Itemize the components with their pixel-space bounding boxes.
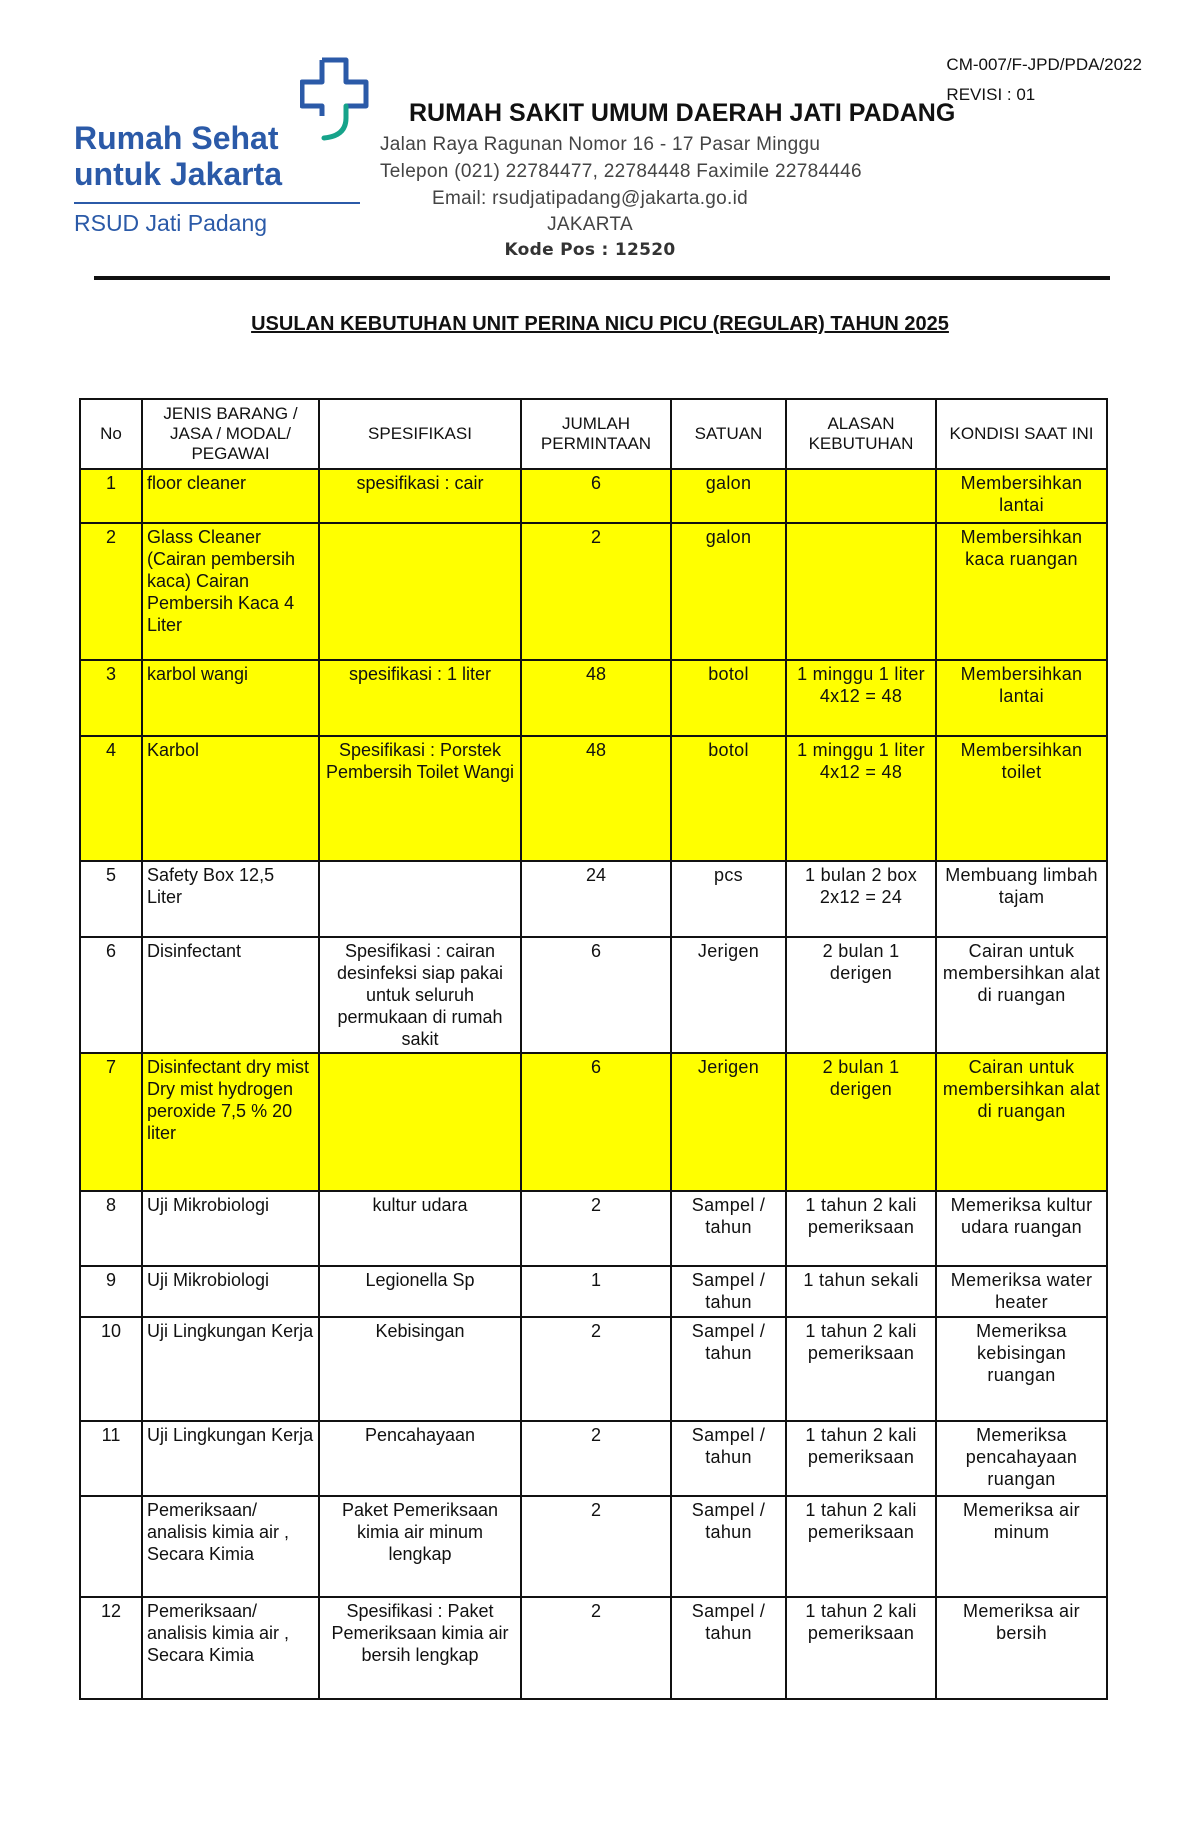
cell-unit: botol bbox=[671, 736, 786, 861]
cell-item: Pemeriksaan/ analisis kimia air , Secara Kimia bbox=[142, 1597, 319, 1699]
table-row bbox=[80, 523, 1107, 660]
cell-unit: Sampel / tahun bbox=[671, 1597, 786, 1699]
cell-no: 10 bbox=[80, 1317, 142, 1421]
cell-no: 9 bbox=[80, 1266, 142, 1317]
cell-qty: 24 bbox=[521, 861, 671, 937]
cell-qty: 6 bbox=[521, 937, 671, 1053]
cell-qty: 2 bbox=[521, 1496, 671, 1597]
cell-condition: Memeriksa kultur udara ruangan bbox=[936, 1191, 1107, 1266]
cell-unit: galon bbox=[671, 523, 786, 660]
cell-reason bbox=[786, 523, 936, 660]
cell-no: 1 bbox=[80, 469, 142, 523]
document-revision: REVISI : 01 bbox=[946, 85, 1036, 104]
logo-divider bbox=[74, 202, 360, 204]
table-row bbox=[80, 861, 1107, 937]
cell-reason: 1 minggu 1 liter 4x12 = 48 bbox=[786, 660, 936, 736]
cell-qty: 2 bbox=[521, 523, 671, 660]
header-divider bbox=[94, 276, 1110, 280]
cell-no: 4 bbox=[80, 736, 142, 861]
cell-condition: Memeriksa kebisingan ruangan bbox=[936, 1317, 1107, 1421]
cell-condition: Membersihkan kaca ruangan bbox=[936, 523, 1107, 660]
table-row bbox=[80, 1053, 1107, 1191]
cell-spec: Paket Pemeriksaan kimia air minum lengkap bbox=[319, 1496, 521, 1597]
cell-reason: 1 tahun 2 kali pemeriksaan bbox=[786, 1496, 936, 1597]
cell-unit: Sampel / tahun bbox=[671, 1191, 786, 1266]
header-unit: SATUAN bbox=[671, 399, 786, 469]
hospital-address: Jalan Raya Ragunan Nomor 16 - 17 Pasar Minggu bbox=[380, 134, 821, 155]
cell-condition: Memeriksa pencahayaan ruangan bbox=[936, 1421, 1107, 1496]
cell-reason: 1 tahun 2 kali pemeriksaan bbox=[786, 1421, 936, 1496]
cell-no: 11 bbox=[80, 1421, 142, 1496]
cell-unit: botol bbox=[671, 660, 786, 736]
table-row bbox=[80, 1266, 1107, 1317]
cell-no: 2 bbox=[80, 523, 142, 660]
table-row bbox=[80, 1421, 1107, 1496]
cell-condition: Memeriksa air minum bbox=[936, 1496, 1107, 1597]
cell-reason: 2 bulan 1 derigen bbox=[786, 1053, 936, 1191]
cell-no: 7 bbox=[80, 1053, 142, 1191]
cell-qty: 2 bbox=[521, 1421, 671, 1496]
cell-item: Pemeriksaan/ analisis kimia air , Secara Kimia bbox=[142, 1496, 319, 1597]
cell-item: Disinfectant dry mist Dry mist hydrogen peroxide 7,5 % 20 liter bbox=[142, 1053, 319, 1191]
document-code: CM-007/F-JPD/PDA/2022 bbox=[946, 55, 1142, 74]
cell-spec: Kebisingan bbox=[319, 1317, 521, 1421]
cell-spec: Spesifikasi : Porstek Pembersih Toilet Wangi bbox=[319, 736, 521, 861]
cell-unit: Sampel / tahun bbox=[671, 1496, 786, 1597]
cell-unit: Jerigen bbox=[671, 937, 786, 1053]
cell-reason: 1 tahun 2 kali pemeriksaan bbox=[786, 1597, 936, 1699]
cell-item: Uji Lingkungan Kerja bbox=[142, 1421, 319, 1496]
cell-reason: 1 tahun 2 kali pemeriksaan bbox=[786, 1191, 936, 1266]
table-row bbox=[80, 1597, 1107, 1699]
table-row bbox=[80, 1191, 1107, 1266]
hospital-postal-code: Kode Pos : 12520 bbox=[504, 240, 676, 260]
cell-condition: Memeriksa air bersih bbox=[936, 1597, 1107, 1699]
cell-spec bbox=[319, 1053, 521, 1191]
cell-qty: 6 bbox=[521, 469, 671, 523]
cell-qty: 1 bbox=[521, 1266, 671, 1317]
cell-condition: Cairan untuk membersihkan alat di ruangan bbox=[936, 1053, 1107, 1191]
cell-unit: galon bbox=[671, 469, 786, 523]
cell-no bbox=[80, 1496, 142, 1597]
cell-qty: 6 bbox=[521, 1053, 671, 1191]
header-no: No bbox=[80, 399, 142, 469]
cell-no: 12 bbox=[80, 1597, 142, 1699]
hospital-name: RUMAH SAKIT UMUM DAERAH JATI PADANG bbox=[409, 99, 956, 127]
header-qty: JUMLAH PERMINTAAN bbox=[521, 399, 671, 469]
cell-qty: 48 bbox=[521, 660, 671, 736]
cell-item: Uji Mikrobiologi bbox=[142, 1266, 319, 1317]
cell-condition: Membuang limbah tajam bbox=[936, 861, 1107, 937]
logo-text-line1: Rumah Sehat bbox=[74, 120, 279, 156]
header-spec: SPESIFIKASI bbox=[319, 399, 521, 469]
hospital-phone: Telepon (021) 22784477, 22784448 Faximile 22784446 bbox=[380, 161, 862, 182]
cell-spec: Legionella Sp bbox=[319, 1266, 521, 1317]
cell-unit: Jerigen bbox=[671, 1053, 786, 1191]
cell-qty: 2 bbox=[521, 1597, 671, 1699]
cell-unit: Sampel / tahun bbox=[671, 1421, 786, 1496]
header-item: JENIS BARANG / JASA / MODAL/ PEGAWAI bbox=[142, 399, 319, 469]
header-condition: KONDISI SAAT INI bbox=[936, 399, 1107, 469]
cell-item: Uji Lingkungan Kerja bbox=[142, 1317, 319, 1421]
table-header-row bbox=[80, 399, 1107, 469]
cell-unit: Sampel / tahun bbox=[671, 1266, 786, 1317]
hospital-city: JAKARTA bbox=[547, 214, 633, 235]
table-row bbox=[80, 937, 1107, 1053]
cell-reason: 1 tahun sekali bbox=[786, 1266, 936, 1317]
cell-reason: 1 bulan 2 box 2x12 = 24 bbox=[786, 861, 936, 937]
cell-item: karbol wangi bbox=[142, 660, 319, 736]
document-title: USULAN KEBUTUHAN UNIT PERINA NICU PICU (REGULAR) TAHUN 2025 bbox=[251, 313, 949, 335]
cell-condition: Memeriksa water heater bbox=[936, 1266, 1107, 1317]
cell-reason: 1 tahun 2 kali pemeriksaan bbox=[786, 1317, 936, 1421]
cell-qty: 2 bbox=[521, 1191, 671, 1266]
cell-no: 6 bbox=[80, 937, 142, 1053]
cell-item: Uji Mikrobiologi bbox=[142, 1191, 319, 1266]
cell-spec: Spesifikasi : cairan desinfeksi siap pakai untuk seluruh permukaan di rumah sakit bbox=[319, 937, 521, 1053]
cell-item: Safety Box 12,5 Liter bbox=[142, 861, 319, 937]
cell-reason: 1 minggu 1 liter 4x12 = 48 bbox=[786, 736, 936, 861]
cell-item: Karbol bbox=[142, 736, 319, 861]
logo-text-line2: untuk Jakarta bbox=[74, 156, 283, 192]
cell-reason bbox=[786, 469, 936, 523]
cell-item: Glass Cleaner (Cairan pembersih kaca) Cairan Pembersih Kaca 4 Liter bbox=[142, 523, 319, 660]
cell-no: 8 bbox=[80, 1191, 142, 1266]
cell-item: floor cleaner bbox=[142, 469, 319, 523]
cell-condition: Membersihkan toilet bbox=[936, 736, 1107, 861]
plus-cross-icon bbox=[300, 56, 370, 144]
table-row bbox=[80, 1496, 1107, 1597]
table-row bbox=[80, 660, 1107, 736]
cell-spec: spesifikasi : cair bbox=[319, 469, 521, 523]
table-row bbox=[80, 469, 1107, 523]
hospital-logo bbox=[68, 56, 368, 246]
header-reason: ALASAN KEBUTUHAN bbox=[786, 399, 936, 469]
cell-spec bbox=[319, 523, 521, 660]
cell-unit: pcs bbox=[671, 861, 786, 937]
cell-condition: Membersihkan lantai bbox=[936, 660, 1107, 736]
cell-qty: 2 bbox=[521, 1317, 671, 1421]
table-row bbox=[80, 736, 1107, 861]
cell-no: 5 bbox=[80, 861, 142, 937]
cell-qty: 48 bbox=[521, 736, 671, 861]
cell-condition: Cairan untuk membersihkan alat di ruangan bbox=[936, 937, 1107, 1053]
cell-spec: Spesifikasi : Paket Pemeriksaan kimia air bersih lengkap bbox=[319, 1597, 521, 1699]
cell-spec bbox=[319, 861, 521, 937]
cell-reason: 2 bulan 1 derigen bbox=[786, 937, 936, 1053]
table-row bbox=[80, 1317, 1107, 1421]
hospital-email: Email: rsudjatipadang@jakarta.go.id bbox=[431, 188, 748, 209]
logo-subtitle: RSUD Jati Padang bbox=[74, 210, 268, 236]
requirements-table bbox=[79, 398, 1108, 1700]
cell-no: 3 bbox=[80, 660, 142, 736]
cell-spec: Pencahayaan bbox=[319, 1421, 521, 1496]
document-code-block bbox=[946, 50, 1142, 110]
cell-item: Disinfectant bbox=[142, 937, 319, 1053]
cell-spec: spesifikasi : 1 liter bbox=[319, 660, 521, 736]
cell-spec: kultur udara bbox=[319, 1191, 521, 1266]
cell-unit: Sampel / tahun bbox=[671, 1317, 786, 1421]
cell-condition: Membersihkan lantai bbox=[936, 469, 1107, 523]
